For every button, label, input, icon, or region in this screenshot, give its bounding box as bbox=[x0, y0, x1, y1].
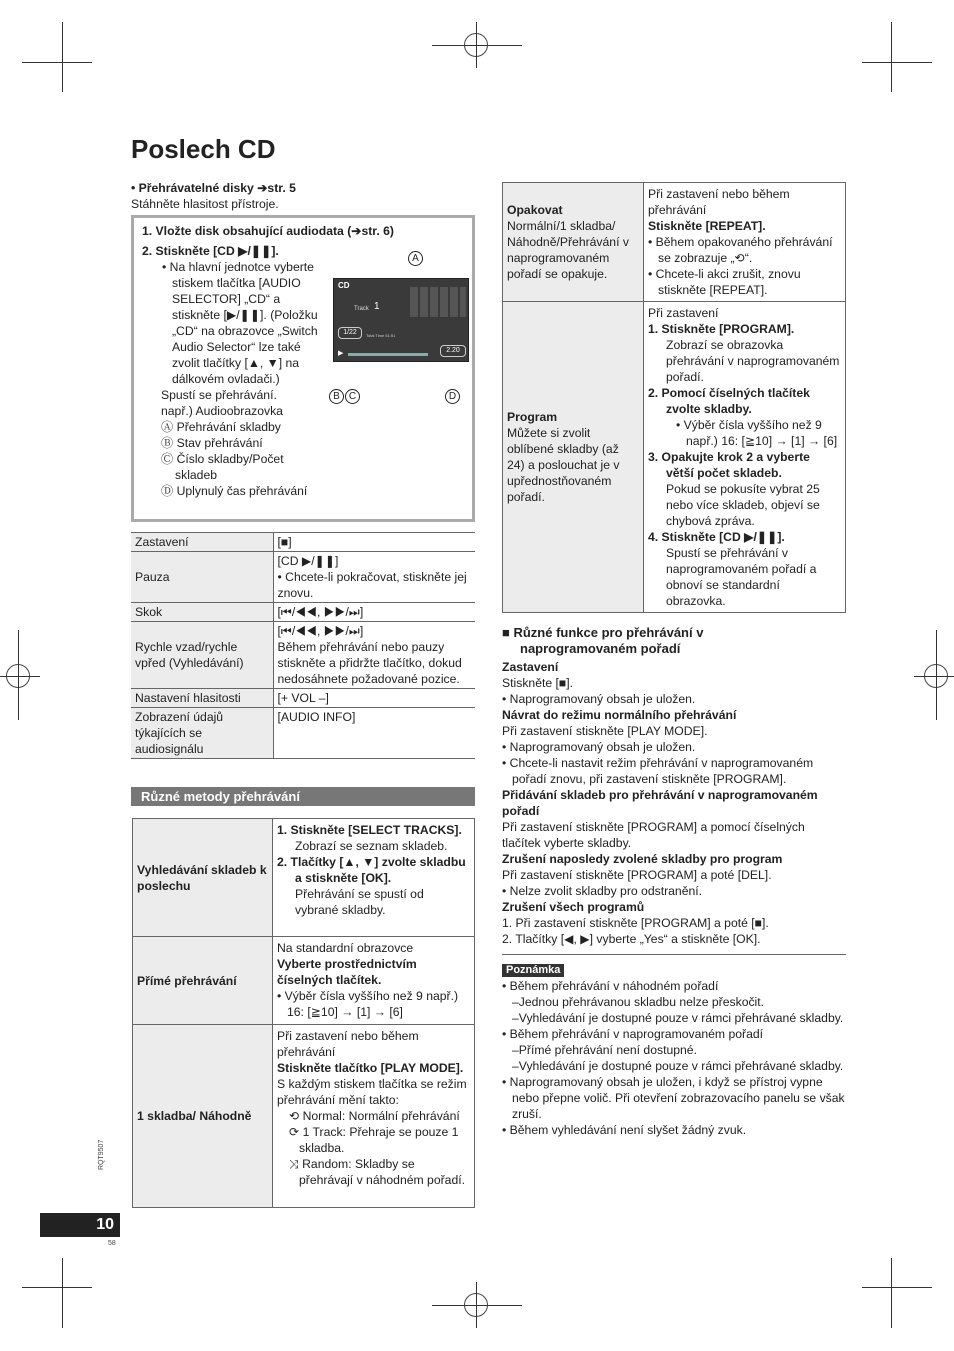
playmode-random: ⤨ Random: Skladby se přehrávají v náhodném pořadí. bbox=[289, 1157, 465, 1187]
operation-value: [CD ▶/❚❚] • Chcete-li pokračovat, stiskněte jej znovu. bbox=[273, 552, 475, 603]
repeat-line3: • Během opakovaného přehrávání se zobrazuje „⟲“. bbox=[648, 235, 833, 265]
method-playmode-line3: S každým stiskem tlačítka se režim přehrávání mění takto: bbox=[277, 1077, 467, 1107]
function-text: Při zastavení stiskněte [PROGRAM] a pomocí číselných tlačítek vyberte skladby. bbox=[502, 820, 805, 850]
operation-name: Skok bbox=[131, 603, 273, 622]
program-step1: 1. Stiskněte [PROGRAM]. bbox=[648, 322, 795, 336]
operation-name: Pauza bbox=[131, 552, 273, 603]
function-heading: Přidávání skladeb pro přehrávání v naprogramovaném pořadí bbox=[502, 788, 818, 818]
screen-total-time: Total Time 61:51 bbox=[366, 333, 396, 338]
legend-c: Ⓒ Číslo skladby/Počet skladeb bbox=[161, 452, 284, 482]
callout-c: C bbox=[345, 387, 360, 404]
legend-d: Ⓓ Uplynulý čas přehrávání bbox=[161, 484, 308, 498]
program-step4-desc: Spustí se přehrávání v naprogramovaném pořadí a obnoví se standardní obrazovka. bbox=[666, 546, 817, 608]
note-item: –Vyhledávání je dostupné pouze v rámci přehrávané skladby. bbox=[512, 1011, 844, 1025]
screen-track-grid bbox=[410, 287, 466, 317]
program-step4: 4. Stiskněte [CD ▶/❚❚]. bbox=[648, 530, 785, 544]
section-heading-methods: Různé metody přehrávání bbox=[131, 787, 475, 806]
screen-source-label: CD bbox=[338, 281, 350, 290]
method-playmode-line1: Při zastavení nebo během přehrávání bbox=[277, 1029, 419, 1059]
crop-mark bbox=[0, 676, 40, 677]
function-heading: Zrušení naposledy zvolené skladby pro program bbox=[502, 852, 783, 866]
method-direct-line3: • Výběr čísla vyššího než 9 např.) 16: [≧10] → [1] → [6] bbox=[277, 989, 459, 1019]
methods-table bbox=[132, 818, 475, 1208]
repeat-name: Opakovat bbox=[507, 203, 563, 217]
page-title: Poslech CD bbox=[131, 134, 276, 164]
function-text: Stiskněte [■]. bbox=[502, 676, 574, 690]
step-2-note: • Na hlavní jednotce vyberte stiskem tlačítka [AUDIO SELECTOR] „CD“ a stiskněte [▶/❚❚]. (Položku „CD“ na obrazovce „Switch Audio Selector“ lze také zvolit tlačítky [▲, ▼] na dálkovém ovladači.) bbox=[162, 260, 318, 386]
crop-mark bbox=[62, 22, 63, 92]
crop-mark bbox=[891, 1258, 892, 1328]
page-number: 10 bbox=[40, 1213, 120, 1237]
function-text: 1. Při zastavení stiskněte [PROGRAM] a poté [■]. bbox=[502, 916, 769, 930]
steps-box bbox=[131, 215, 475, 522]
method-search-step1: 1. Stiskněte [SELECT TRACKS]. bbox=[277, 823, 462, 837]
operation-name: Nastavení hlasitosti bbox=[131, 689, 273, 708]
operations-table bbox=[131, 532, 475, 759]
operation-row bbox=[131, 708, 475, 759]
program-functions-heading: ■ Různé funkce pro přehrávání v naprogramovaném pořadí bbox=[502, 625, 704, 656]
note-item: • Naprogramovaný obsah je uložen, i když se přístroj vypne nebo přepne volič. Při otevření zobrazovacího panelu se však zruší. bbox=[502, 1075, 845, 1121]
callout-a: A bbox=[408, 249, 423, 266]
operation-row bbox=[131, 603, 475, 622]
function-text: • Naprogramovaný obsah je uložen. bbox=[502, 740, 696, 754]
screen-elapsed-time: 2.20 bbox=[440, 345, 466, 357]
volume-instruction: Stáhněte hlasitost přístroje. bbox=[131, 197, 279, 211]
function-text: Při zastavení stiskněte [PROGRAM] a poté [DEL]. bbox=[502, 868, 772, 882]
legend-b: Ⓑ Stav přehrávání bbox=[161, 436, 263, 450]
operation-value: [AUDIO INFO] bbox=[273, 708, 475, 759]
note-item: –Jednou přehrávanou skladbu nelze přeskočit. bbox=[512, 995, 765, 1009]
crop-mark bbox=[891, 22, 892, 92]
function-heading: Návrat do režimu normálního přehrávání bbox=[502, 708, 737, 722]
method-search-step1-desc: Zobrazí se seznam skladeb. bbox=[295, 839, 448, 853]
crop-mark bbox=[22, 1287, 92, 1288]
program-step2: 2. Pomocí číselných tlačítek zvolte skladby. bbox=[648, 386, 810, 416]
method-name-playmode: 1 skladba/ Náhodně bbox=[133, 1025, 273, 1208]
operation-row bbox=[131, 533, 475, 552]
program-cell bbox=[503, 302, 644, 613]
crop-mark bbox=[862, 1287, 932, 1288]
screen-track-counter: 1/22 bbox=[338, 327, 362, 339]
program-step1-desc: Zobrazí se obrazovka přehrávání v naprogramovaném pořadí. bbox=[666, 338, 840, 384]
program-name: Program bbox=[507, 410, 558, 424]
note-tag: Poznámka bbox=[502, 964, 564, 977]
note-item: • Během přehrávání v náhodném pořadí bbox=[502, 979, 719, 993]
program-step2-desc: • Výběr čísla vyššího než 9 např.) 16: [≧10] → [1] → [6] bbox=[676, 418, 838, 448]
note-item: –Přímé přehrávání není dostupné. bbox=[512, 1043, 697, 1057]
repeat-desc: Normální/1 skladba/ Náhodně/Přehrávání v naprogramovaném pořadí se opakuje. bbox=[507, 219, 629, 281]
program-step3: 3. Opakujte krok 2 a vyberte větší počet skladeb. bbox=[648, 450, 810, 480]
note-item: –Vyhledávání je dostupné pouze v rámci přehrávané skladby. bbox=[512, 1059, 844, 1073]
callout-d: D bbox=[445, 387, 460, 404]
function-text: • Chcete-li nastavit režim přehrávání v naprogramovaném pořadí znovu, při zastavení stiskněte [PROGRAM]. bbox=[502, 756, 814, 786]
operation-name: Zobrazení údajů týkajících se audiosignálu bbox=[131, 708, 273, 759]
playable-discs-ref: • Přehrávatelné disky ➔str. 5 bbox=[131, 181, 296, 195]
operation-name: Rychle vzad/rychle vpřed (Vyhledávání) bbox=[131, 622, 273, 689]
repeat-cell bbox=[503, 183, 644, 302]
function-text: Při zastavení stiskněte [PLAY MODE]. bbox=[502, 724, 708, 738]
program-desc: Můžete si zvolit oblíbené skladby (až 24) a poslouchat je v upřednostňovaném pořadí. bbox=[507, 426, 620, 504]
function-text: • Naprogramovaný obsah je uložen. bbox=[502, 692, 696, 706]
screen-track-label: Track bbox=[354, 306, 369, 312]
method-search-step2: 2. Tlačítky [▲, ▼] zvolte skladbu a stiskněte [OK]. bbox=[277, 855, 466, 885]
crop-mark bbox=[62, 1258, 63, 1328]
note-item: • Během vyhledávání není slyšet žádný zvuk. bbox=[502, 1123, 747, 1137]
audio-screen-illustration bbox=[333, 278, 469, 362]
screen-progress-bar bbox=[348, 353, 428, 356]
crop-mark bbox=[18, 630, 19, 720]
operation-row bbox=[131, 552, 475, 603]
function-text: • Nelze zvolit skladby pro odstranění. bbox=[502, 884, 703, 898]
operation-name: Zastavení bbox=[131, 533, 273, 552]
crop-mark bbox=[862, 62, 932, 63]
playback-starts: Spustí se přehrávání. bbox=[161, 388, 277, 402]
model-code: RQT9507 bbox=[98, 1139, 105, 1170]
note-item: • Během přehrávání v naprogramovaném pořadí bbox=[502, 1027, 764, 1041]
playmode-1track: ⟳ 1 Track: Přehraje se pouze 1 skladba. bbox=[289, 1125, 459, 1155]
crop-mark bbox=[936, 630, 937, 720]
method-playmode-line2: Stiskněte tlačítko [PLAY MODE]. bbox=[277, 1061, 464, 1075]
operation-value: [■] bbox=[273, 533, 475, 552]
function-text: 2. Tlačítky [◀, ▶] vyberte „Yes“ a stiskněte [OK]. bbox=[502, 932, 761, 946]
method-direct-line2: Vyberte prostřednictvím číselných tlačítek. bbox=[277, 957, 417, 987]
crop-mark bbox=[432, 45, 522, 46]
operation-value: [+ VOL –] bbox=[273, 689, 475, 708]
operation-row bbox=[131, 689, 475, 708]
step-1: 1. Vložte disk obsahující audiodata (➔str. 6) bbox=[142, 224, 394, 238]
method-name-direct: Přímé přehrávání bbox=[133, 937, 273, 1025]
program-line0: Při zastavení bbox=[648, 306, 719, 320]
repeat-line2: Stiskněte [REPEAT]. bbox=[648, 219, 766, 233]
step-2: 2. Stiskněte [CD ▶/❚❚]. bbox=[142, 244, 279, 258]
repeat-line1: Při zastavení nebo během přehrávání bbox=[648, 187, 790, 217]
operation-value: [⏮/◀◀, ▶▶/⏭] Během přehrávání nebo pauzy stiskněte a přidržte tlačítko, dokud nedosáhnete požadované pozice. bbox=[273, 622, 475, 689]
crop-mark bbox=[432, 1305, 522, 1306]
sub-page-number: 58 bbox=[108, 1240, 116, 1247]
playmode-normal: ⟲ Normal: Normální přehrávání bbox=[289, 1109, 460, 1123]
example-label: např.) Audioobrazovka bbox=[161, 404, 283, 418]
screen-track-number: 1 bbox=[374, 301, 380, 312]
method-search-step2-desc: Přehrávání se spustí od vybrané skladby. bbox=[295, 887, 424, 917]
program-functions bbox=[502, 625, 846, 947]
repeat-program-table bbox=[502, 182, 846, 613]
function-heading: Zastavení bbox=[502, 660, 559, 674]
legend-a: Ⓐ Přehrávání skladby bbox=[161, 420, 281, 434]
play-status-icon: ▶ bbox=[338, 350, 344, 357]
method-name-search: Vyhledávání skladeb k poslechu bbox=[133, 819, 273, 937]
note-section bbox=[502, 954, 846, 1138]
method-direct-line1: Na standardní obrazovce bbox=[277, 941, 414, 955]
repeat-line4: • Chcete-li akci zrušit, znovu stiskněte [REPEAT]. bbox=[648, 267, 801, 297]
function-heading: Zrušení všech programů bbox=[502, 900, 645, 914]
operation-row bbox=[131, 622, 475, 689]
operation-value: [⏮/◀◀, ▶▶/⏭] bbox=[273, 603, 475, 622]
crop-mark bbox=[914, 676, 954, 677]
program-step3-desc: Pokud se pokusíte vybrat 25 nebo více skladeb, objeví se chybová zpráva. bbox=[666, 482, 820, 528]
crop-mark bbox=[22, 62, 92, 63]
callout-b: B bbox=[329, 387, 344, 404]
